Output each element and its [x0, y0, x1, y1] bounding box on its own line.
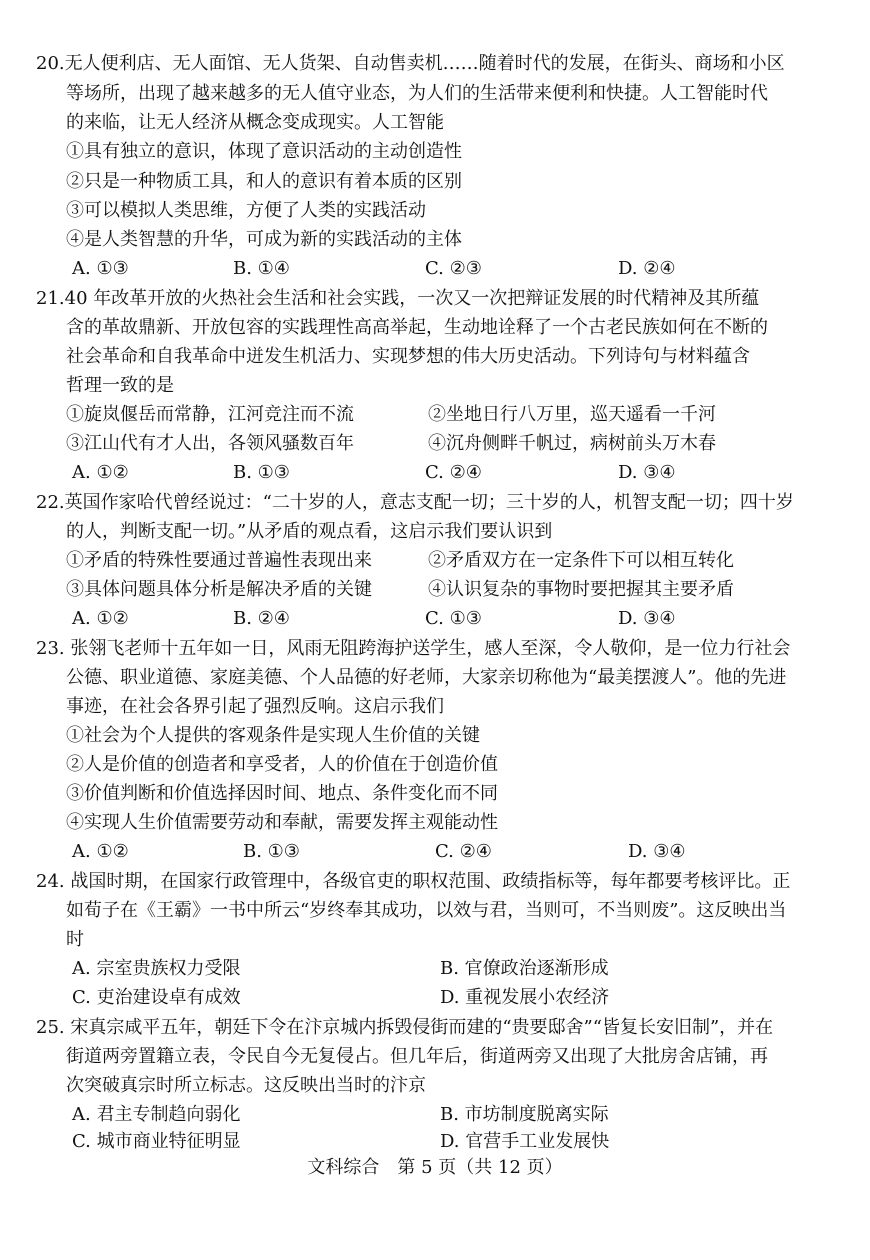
- statement-item: ③具体问题具体分析是解决矛盾的关键: [66, 579, 372, 600]
- statement-item: ②人是价值的创造者和享受者，人的价值在于创造价值: [66, 754, 498, 775]
- statement-item: ④实现人生价值需要劳动和奉献，需要发挥主观能动性: [66, 812, 498, 833]
- question-text: 如荀子在《王霸》一书中所云“岁终奉其成功，以效与君，当则可，不当则废”。这反映出当: [66, 900, 787, 921]
- question-text: 事迹，在社会各界引起了强烈反响。这启示我们: [66, 696, 444, 717]
- statement-item: ②矛盾双方在一定条件下可以相互转化: [428, 550, 734, 571]
- option-d: D. 官营手工业发展快: [440, 1131, 610, 1152]
- option-b: B. ②④: [233, 608, 290, 629]
- option-c: C. ①③: [425, 608, 482, 629]
- statement-item: ②只是一种物质工具，和人的意识有着本质的区别: [66, 171, 462, 192]
- question-text: 的来临，让无人经济从概念变成现实。人工智能: [66, 112, 444, 133]
- option-c: C. ②④: [425, 462, 482, 483]
- question-text: 社会革命和自我革命中迸发生机活力、实现梦想的伟大历史活动。下列诗句与材料蕴含: [66, 346, 750, 367]
- option-d: D. ③④: [618, 462, 676, 483]
- question-text: 哲理一致的是: [66, 375, 174, 396]
- option-c: C. ②③: [425, 258, 482, 279]
- option-d: D. ③④: [618, 608, 676, 629]
- statement-item: ③江山代有才人出，各领风骚数百年: [66, 433, 354, 454]
- question-text: 21.40 年改革开放的火热社会生活和社会实践，一次又一次把辩证发展的时代精神及其所蕴: [36, 288, 760, 309]
- question-text: 公德、职业道德、家庭美德、个人品德的好老师，大家亲切称他为“最美摆渡人”。他的先进: [66, 667, 787, 688]
- option-b: B. ①③: [233, 462, 290, 483]
- question-text: 的人，判断支配一切。”从矛盾的观点看，这启示我们要认识到: [66, 521, 553, 542]
- question-text: 25. 宋真宗咸平五年，朝廷下令在汴京城内拆毁侵街而建的“贵要邸舍”“皆复长安旧制”，并在: [36, 1017, 774, 1038]
- option-a: A. 君主专制趋向弱化: [72, 1104, 241, 1125]
- question-text: 等场所，出现了越来越多的无人值守业态，为人们的生活带来便利和快捷。人工智能时代: [66, 83, 768, 104]
- statement-item: ①具有独立的意识，体现了意识活动的主动创造性: [66, 141, 462, 162]
- question-text: 时: [66, 929, 84, 950]
- option-c: C. 城市商业特征明显: [72, 1131, 241, 1152]
- statement-item: ①社会为个人提供的客观条件是实现人生价值的关键: [66, 725, 480, 746]
- option-a: A. ①②: [72, 608, 129, 629]
- option-a: A. ①③: [72, 258, 129, 279]
- option-d: D. ②④: [618, 258, 676, 279]
- option-b: B. 官僚政治逐渐形成: [440, 958, 609, 979]
- option-a: A. 宗室贵族权力受限: [72, 958, 241, 979]
- option-b: B. ①④: [233, 258, 290, 279]
- statement-item: ③可以模拟人类思维，方便了人类的实践活动: [66, 200, 426, 221]
- question-text: 20.无人便利店、无人面馆、无人货架、自动售卖机……随着时代的发展，在街头、商场和小区: [36, 53, 785, 74]
- question-text: 含的革故鼎新、开放包容的实践理性高高举起，生动地诠释了一个古老民族如何在不断的: [66, 317, 768, 338]
- page-footer: 文科综合 第 5 页（共 12 页）: [307, 1157, 563, 1178]
- statement-item: ④沉舟侧畔千帆过，病树前头万木春: [428, 433, 716, 454]
- question-text: 22.英国作家哈代曾经说过：“二十岁的人，意志支配一切；三十岁的人，机智支配一切；四十岁: [36, 492, 794, 513]
- statement-item: ②坐地日行八万里，巡天遥看一千河: [428, 404, 716, 425]
- question-text: 街道两旁置籍立表，令民自今无复侵占。但几年后，街道两旁又出现了大批房舍店铺，再: [66, 1046, 768, 1067]
- statement-item: ①矛盾的特殊性要通过普遍性表现出来: [66, 550, 372, 571]
- statement-item: ④认识复杂的事物时要把握其主要矛盾: [428, 579, 734, 600]
- statement-item: ③价值判断和价值选择因时间、地点、条件变化而不同: [66, 783, 498, 804]
- option-b: B. ①③: [243, 841, 300, 862]
- option-c: C. 吏治建设卓有成效: [72, 987, 241, 1008]
- question-text: 次突破真宗时所立标志。这反映出当时的汴京: [66, 1075, 426, 1096]
- option-c: C. ②④: [435, 841, 492, 862]
- option-d: D. ③④: [628, 841, 686, 862]
- question-text: 24. 战国时期，在国家行政管理中，各级官吏的职权范围、政绩指标等，每年都要考核评比。正: [36, 871, 791, 892]
- option-a: A. ①②: [72, 841, 129, 862]
- question-text: 23. 张翎飞老师十五年如一日，风雨无阻跨海护送学生，感人至深，令人敬仰，是一位力行社会: [36, 638, 791, 659]
- option-b: B. 市坊制度脱离实际: [440, 1104, 609, 1125]
- option-a: A. ①②: [72, 462, 129, 483]
- statement-item: ①旋岚偃岳而常静，江河竞注而不流: [66, 404, 354, 425]
- statement-item: ④是人类智慧的升华，可成为新的实践活动的主体: [66, 229, 462, 250]
- option-d: D. 重视发展小农经济: [440, 987, 610, 1008]
